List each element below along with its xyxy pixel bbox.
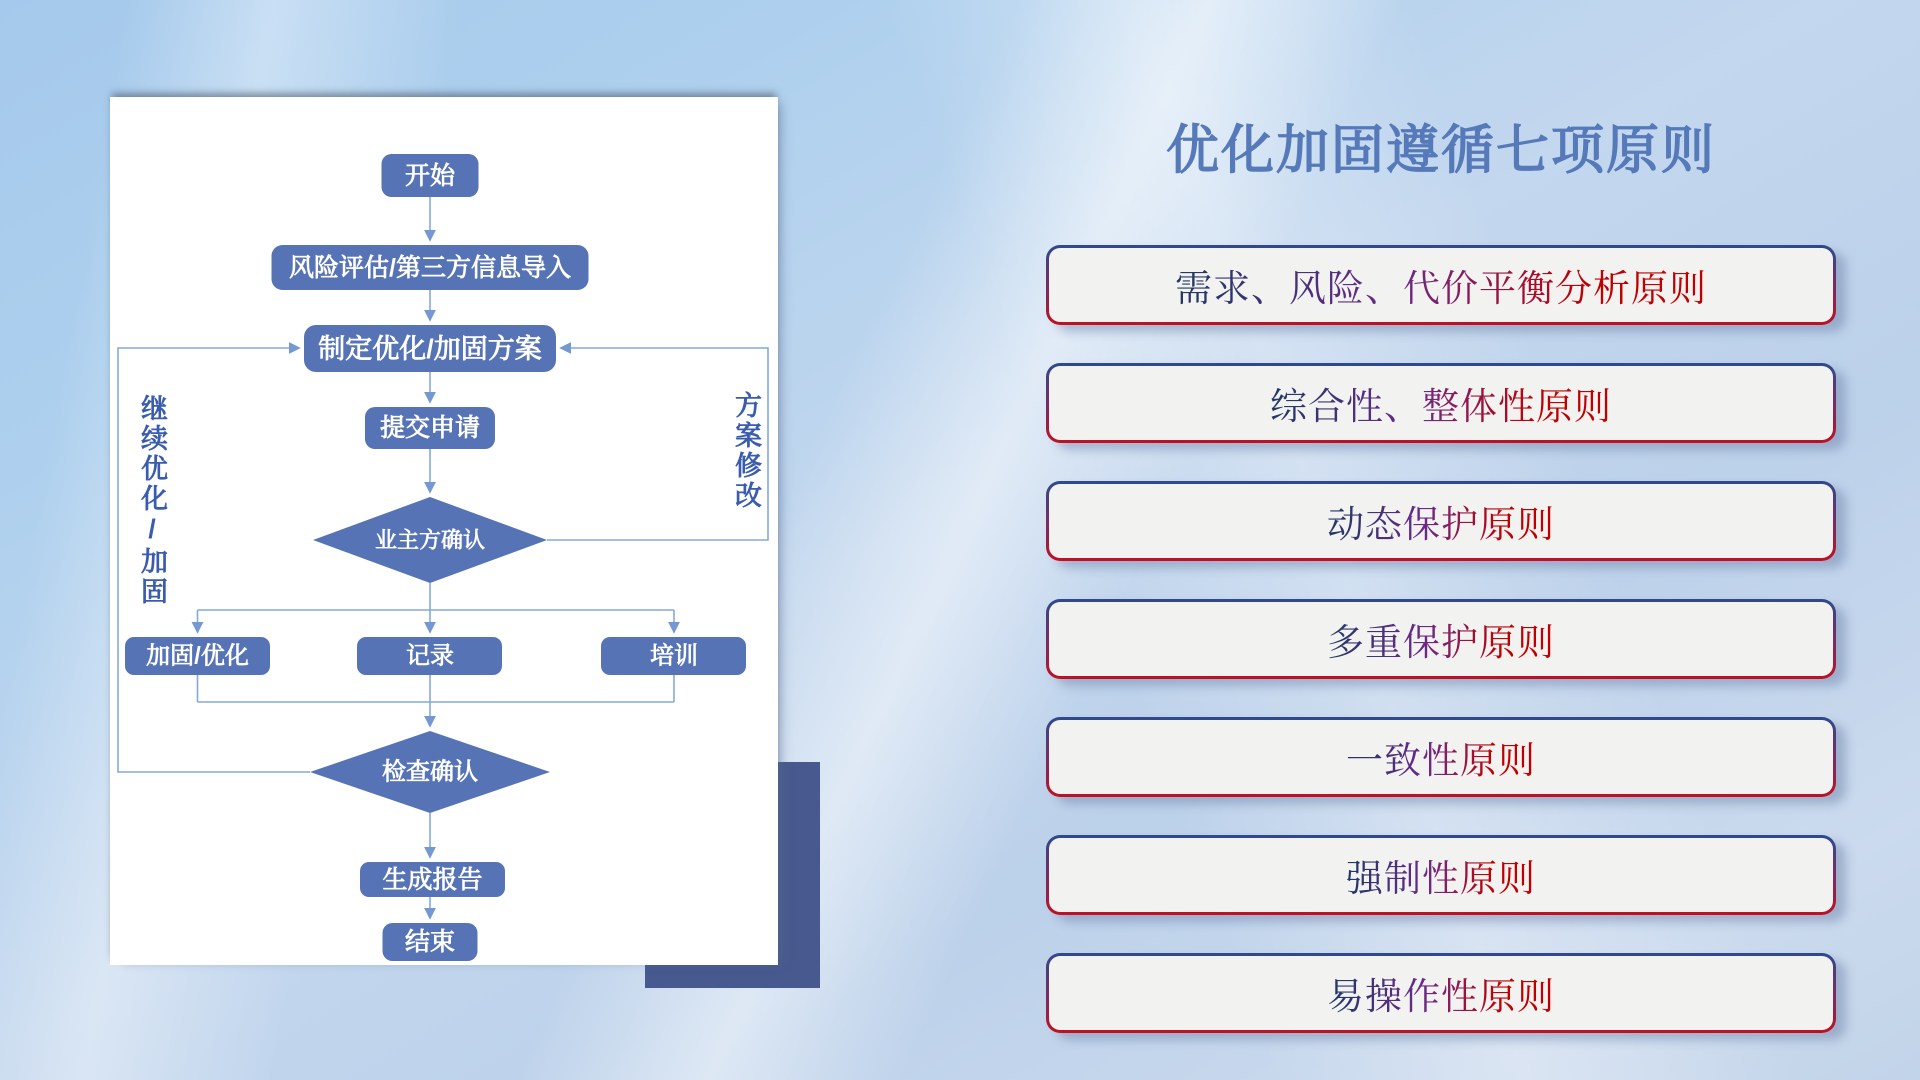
- principle-label: 综合性、整体性原则: [1270, 376, 1612, 430]
- flow-node-check-confirm-label: 检查确认: [382, 758, 478, 786]
- flow-node-submit: [365, 407, 495, 449]
- flow-node-start: [382, 154, 479, 197]
- flow-node-end: [383, 923, 478, 961]
- flow-node-owner-confirm-label: 业主方确认: [374, 527, 486, 553]
- flow-node-report-label: 生成报告: [382, 866, 483, 894]
- principle-box: [1046, 599, 1836, 679]
- principle-box: [1046, 481, 1836, 561]
- flowchart-card: [110, 97, 778, 965]
- principle-box: [1046, 717, 1836, 797]
- flow-node-record-label: 记录: [406, 642, 454, 670]
- flowchart-diagram: [110, 97, 778, 965]
- flow-node-training-label: 培训: [650, 642, 698, 670]
- loop-label-plan-modify: 方案修改: [731, 391, 761, 511]
- principle-box: [1046, 953, 1836, 1033]
- flow-node-make-plan-label: 制定优化/加固方案: [318, 334, 542, 364]
- principle-box: [1046, 835, 1836, 915]
- principle-label: 需求、风险、代价平衡分析原则: [1175, 258, 1707, 312]
- page-title: 优化加固遵循七项原则: [1166, 121, 1716, 180]
- flow-node-reinforce-label: 加固/优化: [146, 642, 249, 670]
- loop-line-left: [118, 348, 310, 772]
- principle-label: 一致性原则: [1346, 730, 1536, 784]
- flow-node-owner-confirm: [313, 497, 547, 583]
- flow-node-training: [601, 637, 746, 675]
- flow-node-risk-assess: [272, 245, 589, 290]
- flow-node-end-label: 结束: [404, 928, 456, 956]
- principle-label: 强制性原则: [1346, 848, 1536, 902]
- flow-node-make-plan: [304, 325, 556, 372]
- principle-box: [1046, 245, 1836, 325]
- flow-node-record: [357, 637, 502, 675]
- flow-node-submit-label: 提交申请: [379, 414, 481, 442]
- principle-box: [1046, 363, 1836, 443]
- flow-node-reinforce: [125, 637, 270, 675]
- principle-label: 易操作性原则: [1327, 966, 1555, 1020]
- loop-line-right: [547, 348, 768, 540]
- principles-list: [1046, 245, 1836, 1033]
- flow-node-check-confirm: [310, 731, 550, 813]
- principle-label: 动态保护原则: [1327, 494, 1555, 548]
- loop-label-continue-optimize: 继续优化/加固: [137, 394, 167, 607]
- flow-node-risk-assess-label: 风险评估/第三方信息导入: [289, 254, 571, 282]
- principle-label: 多重保护原则: [1327, 612, 1555, 666]
- flow-node-start-label: 开始: [404, 162, 456, 190]
- flow-node-report: [360, 862, 505, 897]
